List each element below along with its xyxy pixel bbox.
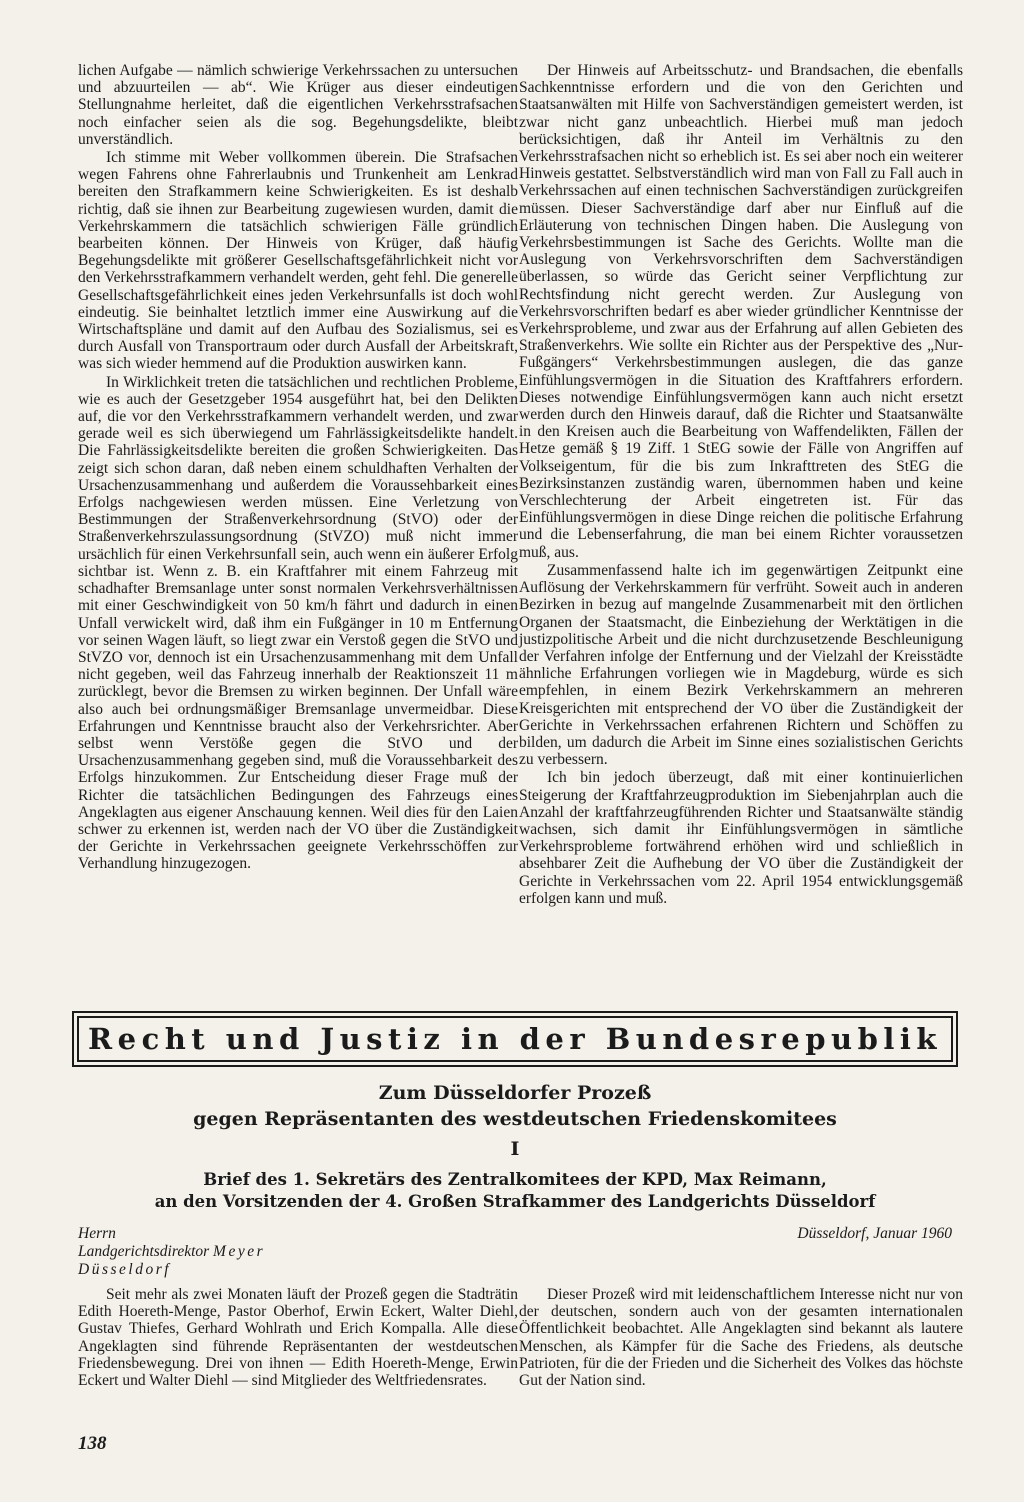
address-name: Meyer <box>213 1243 266 1260</box>
letter-address <box>78 1225 265 1279</box>
article-subheadline: Brief des 1. Sekretärs des Zentralkomitees der KPD, Max Reimann, <box>203 1170 827 1189</box>
address-city: Düsseldorf <box>78 1261 172 1278</box>
article-subheadline-line-2: an den Vorsitzenden der 4. Großen Strafkammer des Landgerichts Düsseldorf <box>154 1192 876 1211</box>
paragraph: Der Hinweis auf Arbeitsschutz- und Brandsachen, die ebenfalls Sachkenntnisse erfordern und die von den Gerichten und Staatsanwälten mit Hilfe von Sachverständigen gemeistert werden, ist zwar nicht ganz unbeachtlich. Hierbei muß man jedoch berücksichtigen, daß ihr Anteil im Verhältnis zu den Verkehrsstrafsachen nicht so erheblich ist. Es sei aber noch ein weiterer Hinweis gestattet. Selbstverständlich wird man von Fall zu Fall auch in Verkehrssachen auf einen technischen Sachverständigen zurückgreifen müssen. Dieser Sachverständige darf aber nur Einfluß auf die Erläuterung von technischen Dingen haben. Die Auslegung von Verkehrsbestimmungen ist Sache des Gerichts. Wollte man die Auslegung von Verkehrsvorschriften dem Sachverständigen überlassen, so würde das Gericht seiner Verpflichtung zur Rechtsfindung nicht gerecht werden. Zur Auslegung von Verkehrsvorschriften bedarf es aber wieder gründlicher Kenntnisse der Verkehrsprobleme, und zwar aus der Erfahrung auf allen Gebieten des Straßenverkehrs. Wie sollte ein Richter aus der Perspektive des „Nur-Fußgängers“ Verkehrsbestimmungen auslegen, die das ganze Einfühlungsvermögen in die Situation des Kraftfahrers erfordern. Dieses notwendige Einfühlungsvermögen kann auch nicht ersetzt werden durch den Hinweis darauf, daß die Richter und Staatsanwälte in den Kreisen auch die Bearbeitung von Waffendelikten, Fällen der Hetze gemäß § 19 Ziff. 1 StEG sowie der Fälle von Angriffen auf Volkseigentum, für die bis zum Inkrafttreten des StEG die Bezirksinstanzen zuständig waren, übernommen haben und keine Verschlechterung der Arbeit eingetreten ist. Für das Einfühlungsvermögen in diese Dinge reichen die politische Erfahrung und die Lebenserfahrung, die man bei einem Richter voraussetzen muß, aus. <box>519 62 963 561</box>
address-title: Landgerichtsdirektor <box>78 1243 210 1260</box>
address-salutation: Herrn <box>78 1225 116 1242</box>
article-column-right <box>519 62 963 907</box>
part-numeral: I <box>510 1138 520 1160</box>
letter-column-right <box>519 1286 963 1389</box>
paragraph: Ich bin jedoch überzeugt, daß mit einer kontinuierlichen Steigerung der Kraftfahrzeugproduktion im Siebenjahrplan auch die Anzahl der kraftfahrzeugführenden Richter und Staatsanwälte ständig wachsen, sich damit ihr Einfühlungsvermögen in sämtliche Verkehrsprobleme fortwährend erhöhen wird und schließlich in absehbarer Zeit die Aufhebung der VO über die Zuständigkeit der Gerichte in Verkehrssachen vom 22. April 1954 entwicklungsgemäß erfolgen kann und muß. <box>519 769 963 907</box>
paragraph: Dieser Prozeß wird mit leidenschaftlichem Interesse nicht nur von der deutschen, sondern auch von der gesamten internationalen Öffentlichkeit beobachtet. Alle Angeklagten sind bekannt als lautere Menschen, als Kämpfer für die Sache des Friedens, als deutsche Patrioten, für die der Frieden und die Sicherheit des Volkes das höchste Gut der Nation sind. <box>519 1286 963 1390</box>
paragraph: lichen Aufgabe — nämlich schwierige Verkehrssachen zu untersuchen und abzuurteilen — ab“. Wie Krüger aus dieser eindeutigen Stellungnahme herleitet, daß die eigentlichen Verkehrsstrafsachen noch einfacher seien als die sog. Begehungsdelikte, bleibt unverständlich. <box>78 62 518 148</box>
paragraph: Ich stimme mit Weber vollkommen überein. Die Strafsachen wegen Fahrens ohne Fahrerlaubnis und Trunkenheit am Lenkrad bereiten den Strafkammern keine Schwierigkeiten. Es ist deshalb richtig, daß sie ihnen zur Bearbeitung zugewiesen wurden, damit die Verkehrskammern die tatsächlich schwierigen Fälle gründlich bearbeiten können. Der Hinweis von Krüger, daß häufig Begehungsdelikte mit größerer Gesellschaftsgefährlichkeit nicht vor den Verkehrsstrafkammern verhandelt werden, geht fehl. Die generelle Gesellschaftsgefährlichkeit eines jeden Verkehrsunfalls ist doch wohl eindeutig. Sie beinhaltet letztlich immer eine Auswirkung auf die Wirtschaftspläne und damit auf den Aufbau des Sozialismus, sei es durch Ausfall von Transportraum oder durch Ausfall der Arbeitskraft, was sich wieder hemmend auf die Produktion auswirken kann. <box>78 149 518 373</box>
paragraph: In Wirklichkeit treten die tatsächlichen und rechtlichen Probleme, wie es auch der Gesetzgeber 1954 ausgeführt hat, bei den Delikten auf, die vor den Verkehrsstrafkammern verhandelt werden, und zwar gerade weil es sich überwiegend um Fahrlässigkeitsdelikte handelt. Die Fahrlässigkeitsdelikte bereiten die großen Schwierigkeiten. Das zeigt sich schon daran, daß neben einem schuldhaften Verhalten der Ursachenzusammenhang und außerdem die Voraussehbarkeit eines Erfolgs nachgewiesen werden müssen. Eine Verletzung von Bestimmungen der Straßenverkehrsordnung (StVO) oder der Straßenverkehrszulassungsordnung (StVZO) muß nicht immer ursächlich für einen Verkehrsunfall sein, auch wenn ein äußerer Erfolg sichtbar ist. Wenn z. B. ein Kraftfahrer mit einem Fahrzeug mit schadhafter Bremsanlage unter sonst normalen Verkehrsverhältnissen mit einer Geschwindigkeit von 50 km/h fährt und dadurch in einen Unfall verwickelt wird, daß ihm ein Fußgänger in 10 m Entfernung vor seinen Wagen läuft, so liegt zwar ein Verstoß gegen die StVO und StVZO vor, dennoch ist ein Ursachenzusammenhang mit dem Unfall nicht gegeben, weil das Fahrzeug innerhalb der Reaktionszeit 11 m zurücklegt, bevor die Bremsen zu wirken beginnen. Der Unfall wäre also auch bei ordnungsmäßiger Bremsanlage unvermeidbar. Diese Erfahrungen und Kenntnisse braucht also der Verkehrsrichter. Aber selbst wenn Verstöße gegen die StVO und der Ursachenzusammenhang gegeben sind, muß die Voraussehbarkeit des Erfolgs hinzukommen. Zur Entscheidung dieser Frage muß der Richter die tatsächlichen Bedingungen des Fahrzeugs eines Angeklagten aus eigener Anschauung kennen. Weil dies für den Laien schwer zu erkennen ist, werden nach der VO über die Zuständigkeit der Gerichte in Verkehrssachen geeignete Verkehrsschöffen zur Verhandlung hinzugezogen. <box>78 373 518 873</box>
section-title: Recht und Justiz in der Bundesrepublik <box>88 1022 942 1056</box>
page-number: 138 <box>78 1433 107 1454</box>
letter-column-left <box>78 1286 518 1389</box>
section-banner <box>72 1011 958 1067</box>
article-headline: Zum Düsseldorfer Prozeß <box>378 1082 652 1104</box>
letter-dateline: Düsseldorf, Januar 1960 <box>797 1225 952 1242</box>
section-banner-inner-frame <box>77 1016 953 1062</box>
article-column-left <box>78 62 518 873</box>
address-recipient <box>78 1243 265 1261</box>
article-headline-line-2: gegen Repräsentanten des westdeutschen Friedenskomitees <box>193 1108 837 1130</box>
paragraph: Seit mehr als zwei Monaten läuft der Prozeß gegen die Stadträtin Edith Hoereth-Menge, Pastor Oberhof, Erwin Eckert, Walter Diehl, Gustav Thiefes, Gerhard Wohlrath und Erich Kompalla. Alle diese Angeklagten sind führende Repräsentanten der westdeutschen Friedensbewegung. Drei von ihnen — Edith Hoereth-Menge, Erwin Eckert und Walter Diehl — sind Mitglieder des Weltfriedensrates. <box>78 1286 518 1390</box>
paragraph: Zusammenfassend halte ich im gegenwärtigen Zeitpunkt eine Auflösung der Verkehrskammern für verfrüht. Soweit auch in anderen Bezirken in bezug auf mangelnde Zusammenarbeit mit den örtlichen Organen der Staatsmacht, die Einbeziehung der Werktätigen in die justizpolitische Arbeit und die nicht durchzusetzende Beschleunigung der Verfahren infolge der Entfernung und der Vielzahl der Kreisstädte ähnliche Erfahrungen vorliegen wie in Magdeburg, würde es sich empfehlen, in einem Bezirk Verkehrskammern an mehreren Kreisgerichten mit entsprechend der VO über die Zuständigkeit der Gerichte in Verkehrssachen erfahrenen Richtern und Schöffen zu bilden, um dadurch die Arbeit im Sinne eines sozialistischen Gerichts zu verbessern. <box>519 561 963 769</box>
